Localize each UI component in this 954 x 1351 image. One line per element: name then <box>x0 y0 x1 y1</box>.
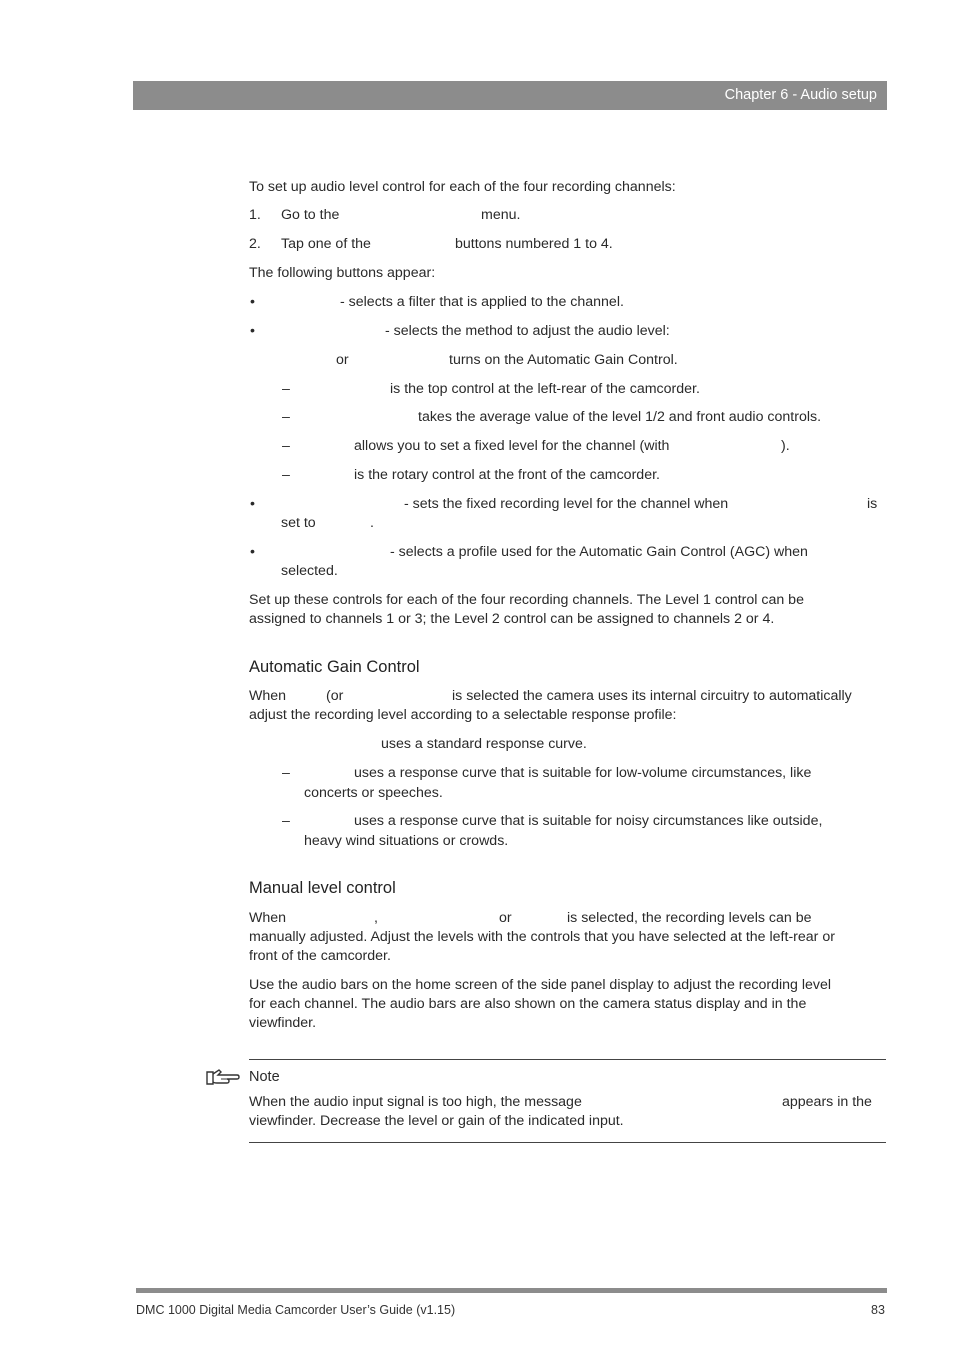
footer-doc-title: DMC 1000 Digital Media Camcorder User’s Guide (v1.15) <box>136 1303 456 1317</box>
following-text: The following buttons appear: <box>249 265 436 281</box>
manual-heading: Manual level control <box>249 879 396 897</box>
dash-glyph: – <box>282 765 290 781</box>
footer-bar <box>136 1288 887 1293</box>
manual-text: or <box>499 910 512 926</box>
dash-glyph: – <box>282 467 290 483</box>
agc-heading: Automatic Gain Control <box>249 658 420 676</box>
bullet-text: turns on the Automatic Gain Control. <box>449 352 678 368</box>
bullet-text: set to <box>281 515 316 531</box>
dash-glyph: – <box>282 813 290 829</box>
dash-text: ). <box>781 438 790 454</box>
step-text: Go to the <box>281 207 340 223</box>
agc-text: is selected the camera uses its internal circuitry to automatically <box>452 688 852 704</box>
step-number: 1. <box>249 207 261 223</box>
bullet-glyph: • <box>250 294 255 310</box>
agc-text: heavy wind situations or crowds. <box>304 833 509 849</box>
bullet-text: . <box>370 515 374 531</box>
agc-text: When <box>249 688 287 704</box>
bullet-text: is <box>867 496 878 512</box>
manual-text: for each channel. The audio bars are also shown on the camera status display and in the <box>249 996 807 1012</box>
bullet-text: selected. <box>281 563 338 579</box>
agc-text: concerts or speeches. <box>304 785 443 801</box>
agc-text: uses a response curve that is suitable for low-volume circumstances, like <box>354 765 812 781</box>
agc-text: uses a standard response curve. <box>381 736 587 752</box>
manual-text: viewfinder. <box>249 1015 317 1031</box>
chapter-title: Chapter 6 - Audio setup <box>724 87 877 103</box>
setup-paragraph: assigned to channels 1 or 3; the Level 2 control can be assigned to channels 2 or 4. <box>249 611 775 627</box>
pointing-hand-icon <box>205 1066 241 1088</box>
bullet-text: - selects the method to adjust the audio level: <box>385 323 670 339</box>
note-text: viewfinder. Decrease the level or gain of the indicated input. <box>249 1113 624 1129</box>
page-number: 83 <box>871 1303 885 1317</box>
bullet-text: - sets the fixed recording level for the channel when <box>404 496 729 512</box>
manual-text: is selected, the recording levels can be <box>567 910 812 926</box>
step-text: Tap one of the <box>281 236 371 252</box>
agc-text: (or <box>326 688 344 704</box>
dash-glyph: – <box>282 409 290 425</box>
manual-text: Use the audio bars on the home screen of the side panel display to adjust the recording level <box>249 977 832 993</box>
step-text: menu. <box>481 207 521 223</box>
dash-glyph: – <box>282 381 290 397</box>
bullet-text: - selects a filter that is applied to the channel. <box>340 294 624 310</box>
agc-text: adjust the recording level according to a selectable response profile: <box>249 707 677 723</box>
dash-text: allows you to set a fixed level for the channel (with <box>354 438 670 454</box>
manual-text: manually adjusted. Adjust the levels with the controls that you have selected at the left-rear or <box>249 929 835 945</box>
manual-text: When <box>249 910 287 926</box>
dash-text: is the top control at the left-rear of the camcorder. <box>390 381 700 397</box>
note-bottom-rule <box>249 1142 886 1143</box>
dash-text: takes the average value of the level 1/2 and front audio controls. <box>418 409 822 425</box>
dash-text: is the rotary control at the front of the camcorder. <box>354 467 660 483</box>
note-top-rule <box>249 1059 886 1060</box>
bullet-glyph: • <box>250 323 255 339</box>
dash-glyph: – <box>282 438 290 454</box>
agc-text: uses a response curve that is suitable for noisy circumstances like outside, <box>354 813 823 829</box>
note-text: When the audio input signal is too high, the message <box>249 1094 582 1110</box>
note-title: Note <box>249 1069 280 1085</box>
manual-text: front of the camcorder. <box>249 948 391 964</box>
step-text: buttons numbered 1 to 4. <box>455 236 613 252</box>
manual-text: , <box>374 910 378 926</box>
bullet-glyph: • <box>250 496 255 512</box>
bullet-text: - selects a profile used for the Automatic Gain Control (AGC) when <box>390 544 808 560</box>
step-number: 2. <box>249 236 261 252</box>
chapter-header-bar <box>133 81 887 110</box>
intro-text: To set up audio level control for each of the four recording channels: <box>249 179 676 195</box>
bullet-text: or <box>336 352 349 368</box>
bullet-glyph: • <box>250 544 255 560</box>
note-text: appears in the <box>782 1094 872 1110</box>
setup-paragraph: Set up these controls for each of the four recording channels. The Level 1 control can be <box>249 592 804 608</box>
